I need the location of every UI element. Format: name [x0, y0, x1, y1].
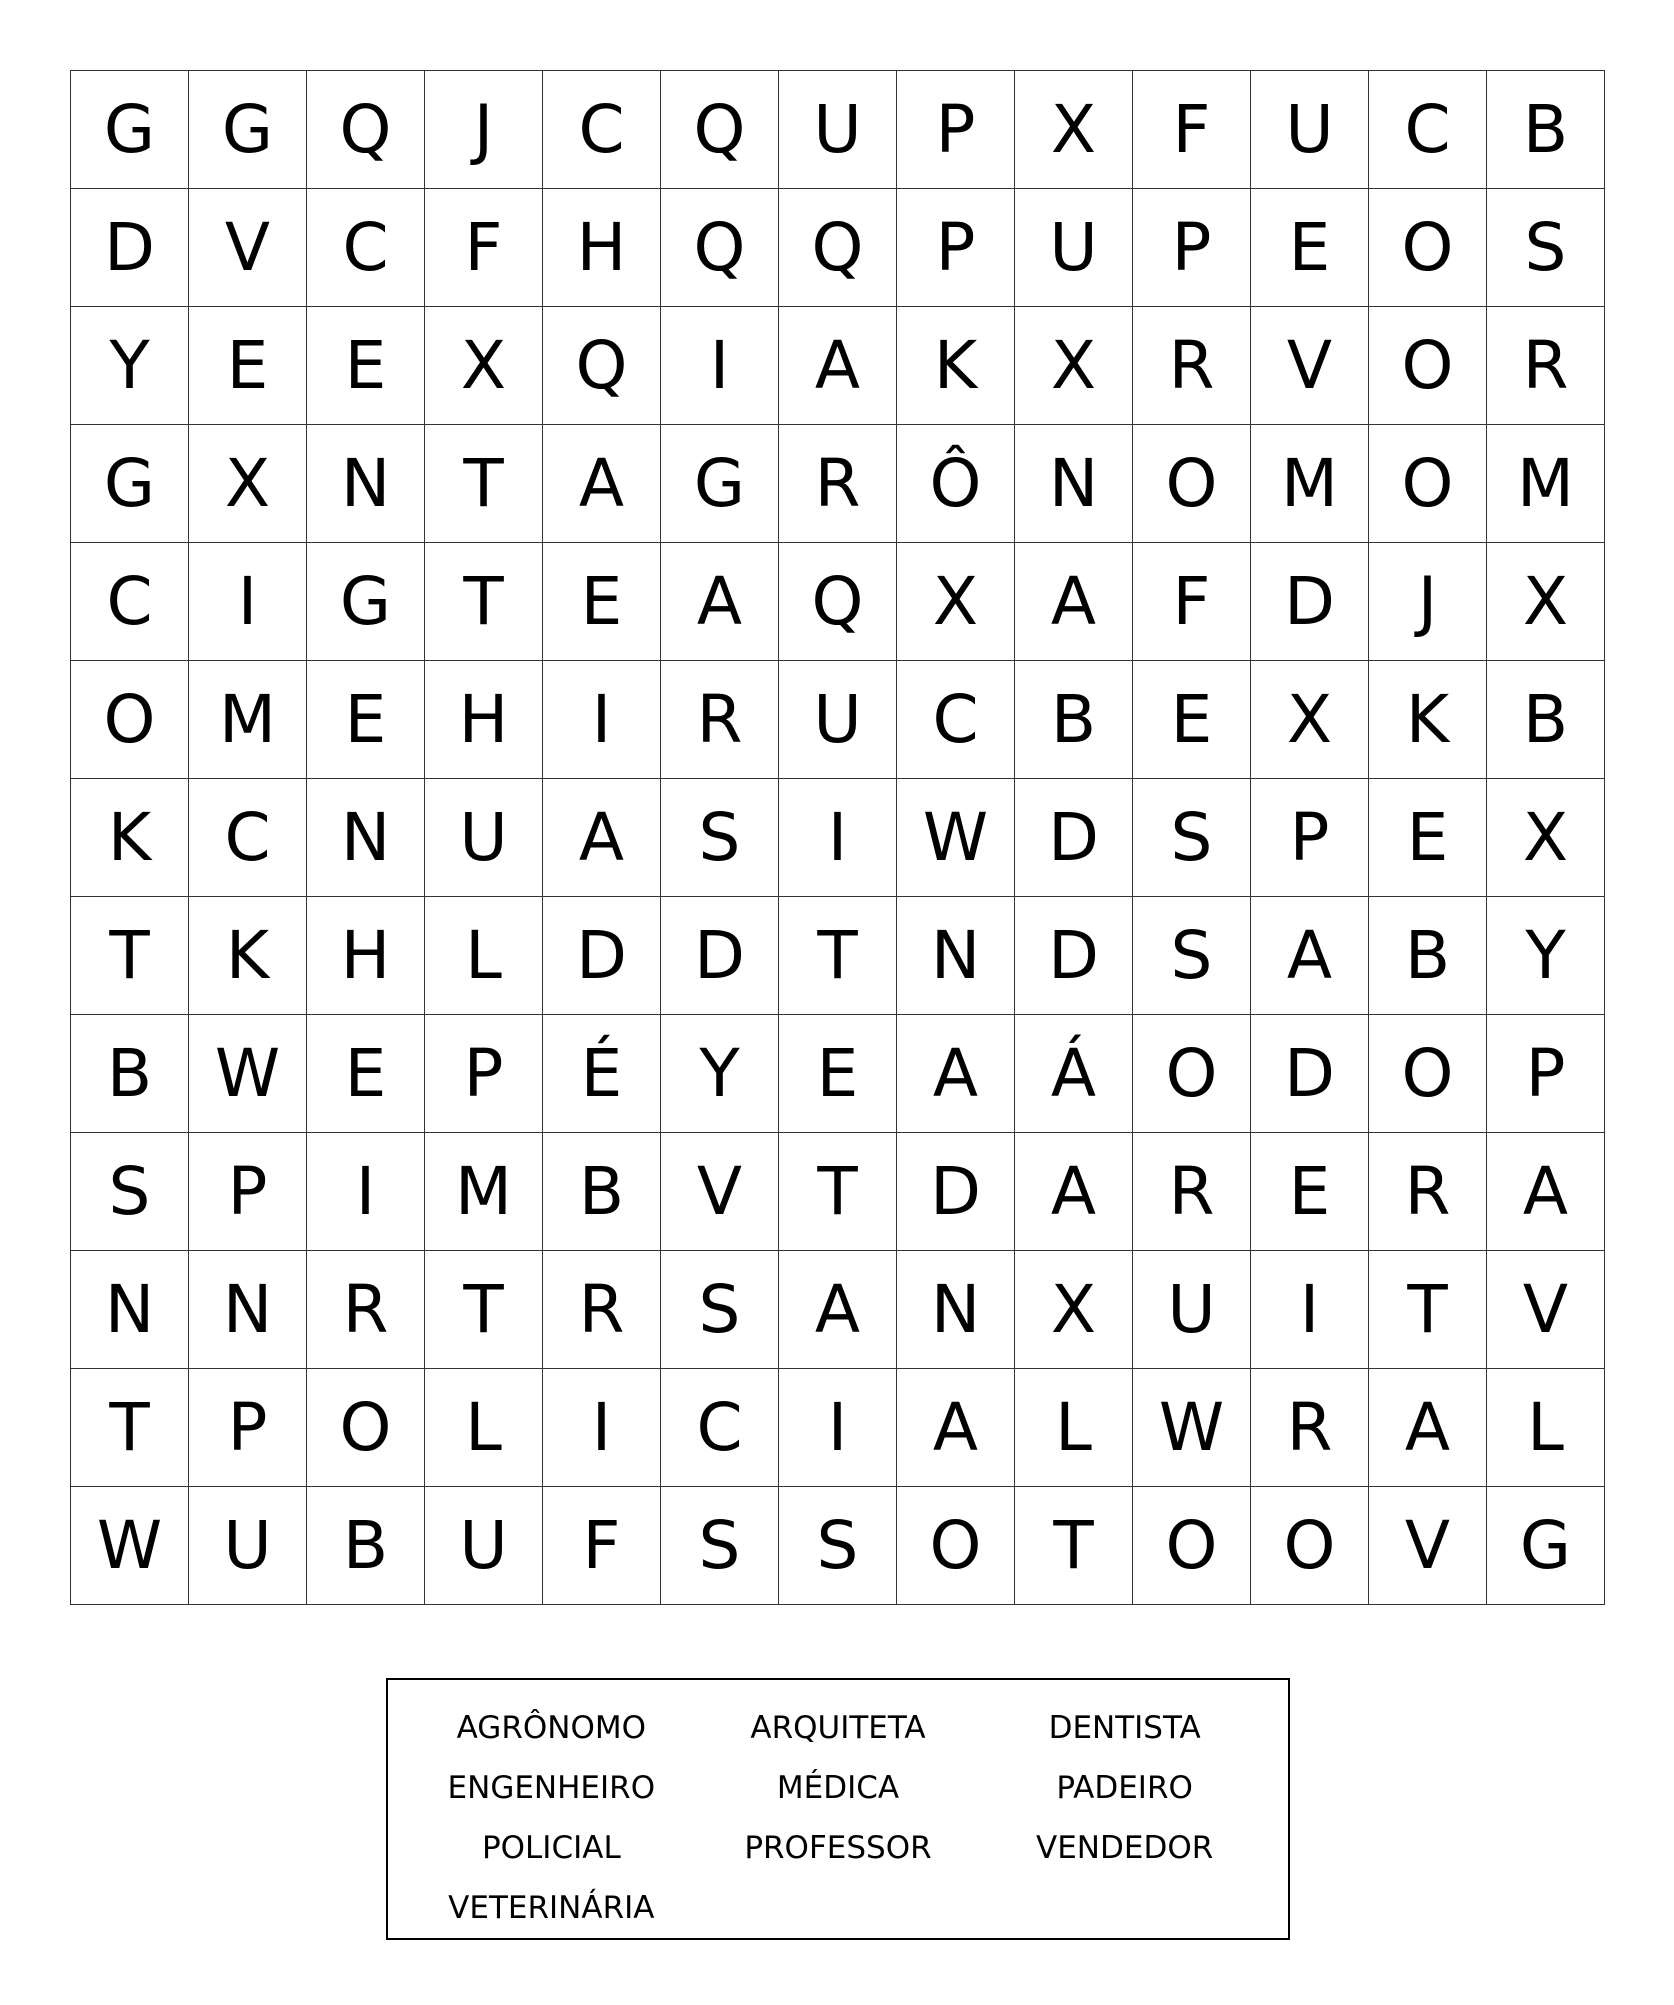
grid-cell[interactable]: T: [425, 1251, 543, 1369]
grid-cell[interactable]: X: [425, 307, 543, 425]
grid-cell[interactable]: A: [1369, 1369, 1487, 1487]
grid-cell[interactable]: W: [1133, 1369, 1251, 1487]
grid-cell[interactable]: D: [543, 897, 661, 1015]
grid-cell[interactable]: B: [1369, 897, 1487, 1015]
grid-cell[interactable]: I: [307, 1133, 425, 1251]
grid-cell[interactable]: U: [425, 1487, 543, 1605]
grid-cell[interactable]: T: [779, 1133, 897, 1251]
grid-cell[interactable]: L: [1487, 1369, 1605, 1487]
grid-cell[interactable]: E: [1251, 1133, 1369, 1251]
grid-cell[interactable]: D: [661, 897, 779, 1015]
grid-cell[interactable]: U: [779, 661, 897, 779]
grid-cell[interactable]: N: [307, 779, 425, 897]
grid-cell[interactable]: C: [307, 189, 425, 307]
grid-cell[interactable]: N: [897, 897, 1015, 1015]
grid-cell[interactable]: U: [1133, 1251, 1251, 1369]
grid-cell[interactable]: R: [1251, 1369, 1369, 1487]
grid-cell[interactable]: R: [1487, 307, 1605, 425]
grid-cell[interactable]: M: [1487, 425, 1605, 543]
grid-cell[interactable]: D: [1015, 779, 1133, 897]
grid-cell[interactable]: G: [307, 543, 425, 661]
grid-cell[interactable]: F: [425, 189, 543, 307]
grid-cell[interactable]: X: [1487, 543, 1605, 661]
grid-cell[interactable]: Y: [661, 1015, 779, 1133]
grid-cell[interactable]: P: [1133, 189, 1251, 307]
grid-cell[interactable]: K: [1369, 661, 1487, 779]
grid-cell[interactable]: R: [779, 425, 897, 543]
word-list-item: ARQUITETA: [750, 1710, 926, 1746]
grid-cell[interactable]: B: [543, 1133, 661, 1251]
grid-cell[interactable]: N: [307, 425, 425, 543]
grid-cell[interactable]: C: [661, 1369, 779, 1487]
grid-cell[interactable]: S: [661, 779, 779, 897]
grid-cell[interactable]: T: [425, 425, 543, 543]
grid-cell[interactable]: Q: [543, 307, 661, 425]
grid-cell[interactable]: E: [189, 307, 307, 425]
grid-cell[interactable]: L: [1015, 1369, 1133, 1487]
grid-cell[interactable]: P: [897, 189, 1015, 307]
grid-cell[interactable]: Y: [1487, 897, 1605, 1015]
grid-cell[interactable]: D: [1251, 543, 1369, 661]
grid-cell[interactable]: X: [1487, 779, 1605, 897]
grid-cell[interactable]: H: [425, 661, 543, 779]
grid-cell[interactable]: G: [661, 425, 779, 543]
grid-cell[interactable]: S: [1133, 779, 1251, 897]
grid-cell[interactable]: R: [1369, 1133, 1487, 1251]
grid-cell[interactable]: A: [543, 779, 661, 897]
word-search-grid: [70, 70, 1605, 1605]
grid-cell[interactable]: B: [307, 1487, 425, 1605]
grid-cell[interactable]: P: [425, 1015, 543, 1133]
word-list-item: POLICIAL: [481, 1830, 621, 1866]
grid-cell[interactable]: U: [189, 1487, 307, 1605]
word-list-item: VETERINÁRIA: [448, 1890, 655, 1926]
grid-cell[interactable]: N: [1015, 425, 1133, 543]
grid-cell[interactable]: I: [189, 543, 307, 661]
grid-cell[interactable]: S: [779, 1487, 897, 1605]
grid-cell[interactable]: B: [1015, 661, 1133, 779]
grid-cell[interactable]: N: [897, 1251, 1015, 1369]
grid-cell[interactable]: W: [897, 779, 1015, 897]
grid-cell[interactable]: F: [543, 1487, 661, 1605]
grid-cell[interactable]: S: [1133, 897, 1251, 1015]
grid-cell[interactable]: P: [1487, 1015, 1605, 1133]
grid-cell[interactable]: G: [1487, 1487, 1605, 1605]
word-list-item: PROFESSOR: [744, 1830, 932, 1866]
word-list-item: MÉDICA: [776, 1770, 900, 1806]
grid-cell[interactable]: B: [71, 1015, 189, 1133]
grid-cell[interactable]: O: [1369, 307, 1487, 425]
grid-cell[interactable]: U: [1251, 71, 1369, 189]
grid-cell[interactable]: T: [71, 897, 189, 1015]
grid-cell[interactable]: E: [307, 661, 425, 779]
grid-cell[interactable]: T: [425, 543, 543, 661]
grid-cell[interactable]: R: [1133, 307, 1251, 425]
grid-cell[interactable]: A: [897, 1369, 1015, 1487]
grid-cell[interactable]: O: [1369, 1015, 1487, 1133]
grid-cell[interactable]: V: [189, 189, 307, 307]
word-list-item: DENTISTA: [1048, 1710, 1201, 1746]
grid-cell[interactable]: O: [897, 1487, 1015, 1605]
grid-cell[interactable]: C: [1369, 71, 1487, 189]
grid-cell[interactable]: G: [189, 71, 307, 189]
grid-cell[interactable]: Y: [71, 307, 189, 425]
grid-cell[interactable]: P: [189, 1369, 307, 1487]
word-list-item: PADEIRO: [1056, 1770, 1193, 1806]
grid-cell[interactable]: Q: [779, 189, 897, 307]
grid-cell[interactable]: W: [71, 1487, 189, 1605]
grid-cell[interactable]: A: [1015, 543, 1133, 661]
grid-cell[interactable]: R: [661, 661, 779, 779]
grid-cell[interactable]: K: [189, 897, 307, 1015]
grid-cell[interactable]: V: [661, 1133, 779, 1251]
grid-cell[interactable]: X: [897, 543, 1015, 661]
grid-cell[interactable]: O: [1133, 1487, 1251, 1605]
grid-cell[interactable]: D: [1015, 897, 1133, 1015]
grid-cell[interactable]: Á: [1015, 1015, 1133, 1133]
grid-cell[interactable]: E: [307, 307, 425, 425]
grid-cell[interactable]: L: [425, 1369, 543, 1487]
grid-cell[interactable]: A: [1015, 1133, 1133, 1251]
grid-cell[interactable]: N: [71, 1251, 189, 1369]
grid-cell[interactable]: X: [1015, 1251, 1133, 1369]
grid-cell[interactable]: R: [307, 1251, 425, 1369]
grid-cell[interactable]: A: [543, 425, 661, 543]
grid-cell[interactable]: P: [897, 71, 1015, 189]
grid-cell[interactable]: I: [779, 779, 897, 897]
grid-cell[interactable]: Q: [661, 71, 779, 189]
grid-cell[interactable]: I: [543, 1369, 661, 1487]
grid-cell[interactable]: O: [1369, 189, 1487, 307]
grid-cell[interactable]: C: [543, 71, 661, 189]
grid-cell[interactable]: Q: [307, 71, 425, 189]
grid-cell[interactable]: A: [661, 543, 779, 661]
grid-cell[interactable]: Q: [661, 189, 779, 307]
grid-cell[interactable]: I: [543, 661, 661, 779]
grid-cell[interactable]: K: [897, 307, 1015, 425]
grid-cell[interactable]: A: [897, 1015, 1015, 1133]
grid-cell[interactable]: D: [1251, 1015, 1369, 1133]
grid-cell[interactable]: X: [1251, 661, 1369, 779]
grid-cell[interactable]: C: [189, 779, 307, 897]
grid-cell[interactable]: A: [1487, 1133, 1605, 1251]
grid-cell[interactable]: S: [1487, 189, 1605, 307]
grid-cell[interactable]: F: [1133, 71, 1251, 189]
grid-cell[interactable]: S: [71, 1133, 189, 1251]
grid-cell[interactable]: R: [543, 1251, 661, 1369]
grid-cell[interactable]: A: [1251, 897, 1369, 1015]
grid-cell[interactable]: U: [425, 779, 543, 897]
grid-cell[interactable]: B: [1487, 661, 1605, 779]
grid-cell[interactable]: U: [1015, 189, 1133, 307]
grid-cell[interactable]: O: [71, 661, 189, 779]
grid-cell[interactable]: D: [71, 189, 189, 307]
grid-cell[interactable]: C: [897, 661, 1015, 779]
grid-cell[interactable]: F: [1133, 543, 1251, 661]
grid-cell[interactable]: X: [1015, 71, 1133, 189]
grid-cell[interactable]: H: [543, 189, 661, 307]
grid-cell[interactable]: K: [71, 779, 189, 897]
grid-cell[interactable]: O: [307, 1369, 425, 1487]
word-list-item: AGRÔNOMO: [456, 1710, 647, 1746]
grid-cell[interactable]: R: [1133, 1133, 1251, 1251]
grid-cell[interactable]: I: [661, 307, 779, 425]
grid-cell[interactable]: I: [779, 1369, 897, 1487]
grid-cell[interactable]: T: [779, 897, 897, 1015]
word-list: [386, 1678, 1290, 1940]
grid-cell[interactable]: B: [1487, 71, 1605, 189]
grid-cell[interactable]: T: [71, 1369, 189, 1487]
grid-cell[interactable]: J: [1369, 543, 1487, 661]
grid-cell[interactable]: P: [189, 1133, 307, 1251]
grid-cell[interactable]: X: [1015, 307, 1133, 425]
grid-cell[interactable]: T: [1369, 1251, 1487, 1369]
grid-cell[interactable]: E: [1251, 189, 1369, 307]
grid-cell[interactable]: É: [543, 1015, 661, 1133]
grid-cell[interactable]: E: [1133, 661, 1251, 779]
word-list-item: VENDEDOR: [1036, 1830, 1214, 1866]
grid-cell[interactable]: C: [71, 543, 189, 661]
grid-cell[interactable]: E: [307, 1015, 425, 1133]
grid-cell[interactable]: J: [425, 71, 543, 189]
grid-cell[interactable]: Q: [779, 543, 897, 661]
grid-cell[interactable]: I: [1251, 1251, 1369, 1369]
grid-cell[interactable]: O: [1251, 1487, 1369, 1605]
grid-cell[interactable]: W: [189, 1015, 307, 1133]
grid-cell[interactable]: O: [1133, 425, 1251, 543]
grid-cell[interactable]: O: [1369, 425, 1487, 543]
grid-cell[interactable]: V: [1487, 1251, 1605, 1369]
grid-cell[interactable]: P: [1251, 779, 1369, 897]
grid-cell[interactable]: A: [779, 1251, 897, 1369]
grid-cell[interactable]: S: [661, 1487, 779, 1605]
grid-cell[interactable]: E: [543, 543, 661, 661]
grid-cell[interactable]: T: [1015, 1487, 1133, 1605]
grid-cell[interactable]: A: [779, 307, 897, 425]
grid-cell[interactable]: L: [425, 897, 543, 1015]
grid-cell[interactable]: Ô: [897, 425, 1015, 543]
grid-cell[interactable]: S: [661, 1251, 779, 1369]
grid-cell[interactable]: V: [1369, 1487, 1487, 1605]
grid-cell[interactable]: M: [425, 1133, 543, 1251]
grid-cell[interactable]: U: [779, 71, 897, 189]
grid-cell[interactable]: E: [1369, 779, 1487, 897]
grid-cell[interactable]: N: [189, 1251, 307, 1369]
grid-cell[interactable]: V: [1251, 307, 1369, 425]
grid-cell[interactable]: H: [307, 897, 425, 1015]
word-list-item: ENGENHEIRO: [447, 1770, 656, 1806]
grid-cell[interactable]: M: [189, 661, 307, 779]
grid-cell[interactable]: O: [1133, 1015, 1251, 1133]
grid-cell[interactable]: D: [897, 1133, 1015, 1251]
grid-cell[interactable]: E: [779, 1015, 897, 1133]
grid-cell[interactable]: X: [189, 425, 307, 543]
grid-cell[interactable]: M: [1251, 425, 1369, 543]
grid-cell[interactable]: G: [71, 71, 189, 189]
grid-cell[interactable]: G: [71, 425, 189, 543]
